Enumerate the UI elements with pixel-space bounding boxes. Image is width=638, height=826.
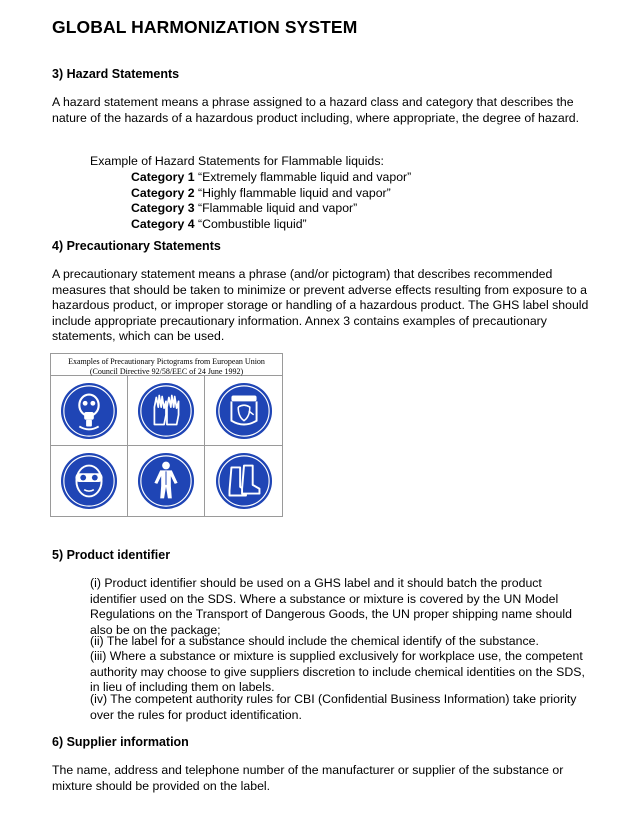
face-shield-icon (215, 382, 273, 440)
respirator-icon (60, 382, 118, 440)
section-3-heading: 3) Hazard Statements (52, 67, 180, 81)
pictogram-cell (205, 446, 282, 516)
section-4-heading: 4) Precautionary Statements (52, 239, 221, 253)
category-label: Category 3 (131, 201, 195, 215)
example-intro: Example of Hazard Statements for Flammable liquids: (90, 154, 384, 168)
section-6-body: The name, address and telephone number of the manufacturer or supplier of the substance or mixture should be provided on the label. (52, 763, 564, 793)
section-6-heading: 6) Supplier information (52, 735, 189, 749)
category-text: “Flammable liquid and vapor” (197, 201, 358, 215)
gloves-icon (137, 382, 195, 440)
product-identifier-item: (iii) Where a substance or mixture is supplied exclusively for workplace use, the competent authority may choose to give suppliers discretion to include chemical identities on the SDS, in lieu of including them on labels. (90, 649, 585, 694)
page-title: GLOBAL HARMONIZATION SYSTEM (52, 17, 358, 37)
category-text: “Combustible liquid” (197, 216, 307, 231)
section-4-body: A precautionary statement means a phrase (and/or pictogram) that describes recommended measures that should be taken to minimize or prevent adverse effects resulting from exposure to a hazardous product, or improper storage or handling of a hazardous product. The GHS label should include appropriate precautionary information. Annex 3 contains examples of precautionary statements, which can be used. (52, 267, 589, 343)
pictogram-cell (205, 376, 282, 446)
category-item (131, 170, 411, 186)
category-list (131, 170, 411, 232)
pictogram-cell (51, 376, 128, 446)
pictogram-cell (51, 446, 128, 516)
category-label: Category 1 (131, 170, 195, 184)
product-identifier-item: (iv) The competent authority rules for CBI (Confidential Business Information) take priority over the rules for product identification. (90, 692, 577, 722)
safety-boots-icon (215, 452, 273, 510)
category-item (131, 201, 411, 217)
pictogram-cell (128, 376, 205, 446)
category-item (131, 186, 411, 202)
category-text: “Highly flammable liquid and vapor” (197, 185, 391, 200)
category-item (131, 217, 411, 233)
figure-caption: Examples of Precautionary Pictograms from European Union (Council Directive 92/58/EEC of 24 June 1992) (51, 354, 282, 376)
protective-suit-icon (137, 452, 195, 510)
category-label: Category 2 (131, 185, 195, 200)
category-text: “Extremely flammable liquid and vapor” (197, 170, 412, 184)
product-identifier-item: (i) Product identifier should be used on a GHS label and it should batch the product identifier used on the SDS. Where a substance or mixture is covered by the UN Model Regulations on the Transport of Dangerous Goods, the UN proper shipping name should also be on the package; (90, 576, 572, 637)
pictogram-grid (51, 376, 282, 516)
goggles-icon (60, 452, 118, 510)
section-3-body: A hazard statement means a phrase assigned to a hazard class and category that describes the nature of the hazards of a hazardous product including, where appropriate, the degree of hazard. (52, 95, 580, 125)
pictogram-figure (50, 353, 283, 517)
product-identifier-item: (ii) The label for a substance should include the chemical identify of the substance. (90, 634, 539, 648)
pictogram-cell (128, 446, 205, 516)
category-label: Category 4 (131, 216, 195, 231)
section-5-heading: 5) Product identifier (52, 548, 171, 562)
